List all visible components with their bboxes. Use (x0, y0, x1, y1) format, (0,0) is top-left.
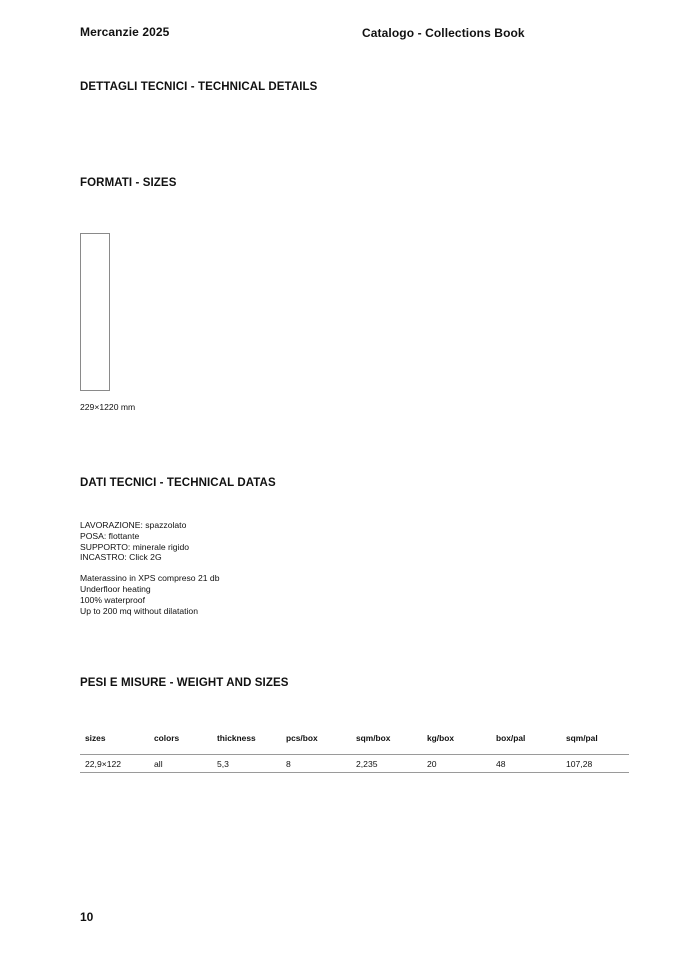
weight-sizes-table (80, 733, 629, 773)
header-left-title: Mercanzie 2025 (80, 25, 170, 39)
table-header-row (80, 733, 629, 755)
table-header-cell: thickness (217, 733, 256, 743)
page-number: 10 (80, 910, 94, 924)
table-cell: 5,3 (217, 759, 229, 769)
spec-line: LAVORAZIONE: spazzolato (80, 520, 187, 530)
table-header-cell: sqm/box (356, 733, 391, 743)
tile-size-label: 229×1220 mm (80, 402, 136, 412)
section-title-technical-details: DETTAGLI TECNICI - TECHNICAL DETAILS (80, 81, 318, 93)
table-row (80, 755, 629, 773)
spec-line: POSA: flottante (80, 530, 140, 541)
section-title-weight-sizes: PESI E MISURE - WEIGHT AND SIZES (80, 677, 289, 689)
spec-line: Materassino in XPS compreso 21 db (80, 573, 220, 584)
spec-line: Up to 200 mq without dilatation (80, 605, 198, 616)
table-cell: 2,235 (356, 759, 378, 769)
header-right-title: Catalogo - Collections Book (362, 26, 525, 40)
spec-line: INCASTRO: Click 2G (80, 552, 162, 563)
spec-line: Underfloor heating (80, 583, 151, 594)
table-header-cell: sizes (85, 733, 106, 743)
table-header-cell: box/pal (496, 733, 526, 743)
table-header-cell: pcs/box (286, 733, 318, 743)
table-header-cell: sqm/pal (566, 733, 598, 743)
spec-line: 100% waterproof (80, 594, 145, 605)
tile-format-outline (80, 233, 110, 391)
section-title-technical-datas: DATI TECNICI - TECHNICAL DATAS (80, 477, 276, 489)
table-cell: 22,9×122 (85, 759, 122, 769)
table-cell: 20 (427, 759, 437, 769)
table-header-cell: kg/box (427, 733, 454, 743)
spec-spacer (80, 563, 219, 573)
table-header-cell: colors (154, 733, 180, 743)
technical-specs (80, 520, 219, 616)
table-cell: all (154, 759, 163, 769)
section-title-sizes: FORMATI - SIZES (80, 177, 177, 189)
table-cell: 8 (286, 759, 291, 769)
table-cell: 48 (496, 759, 506, 769)
spec-line: SUPPORTO: minerale rigido (80, 541, 190, 552)
table-cell: 107,28 (566, 759, 593, 769)
